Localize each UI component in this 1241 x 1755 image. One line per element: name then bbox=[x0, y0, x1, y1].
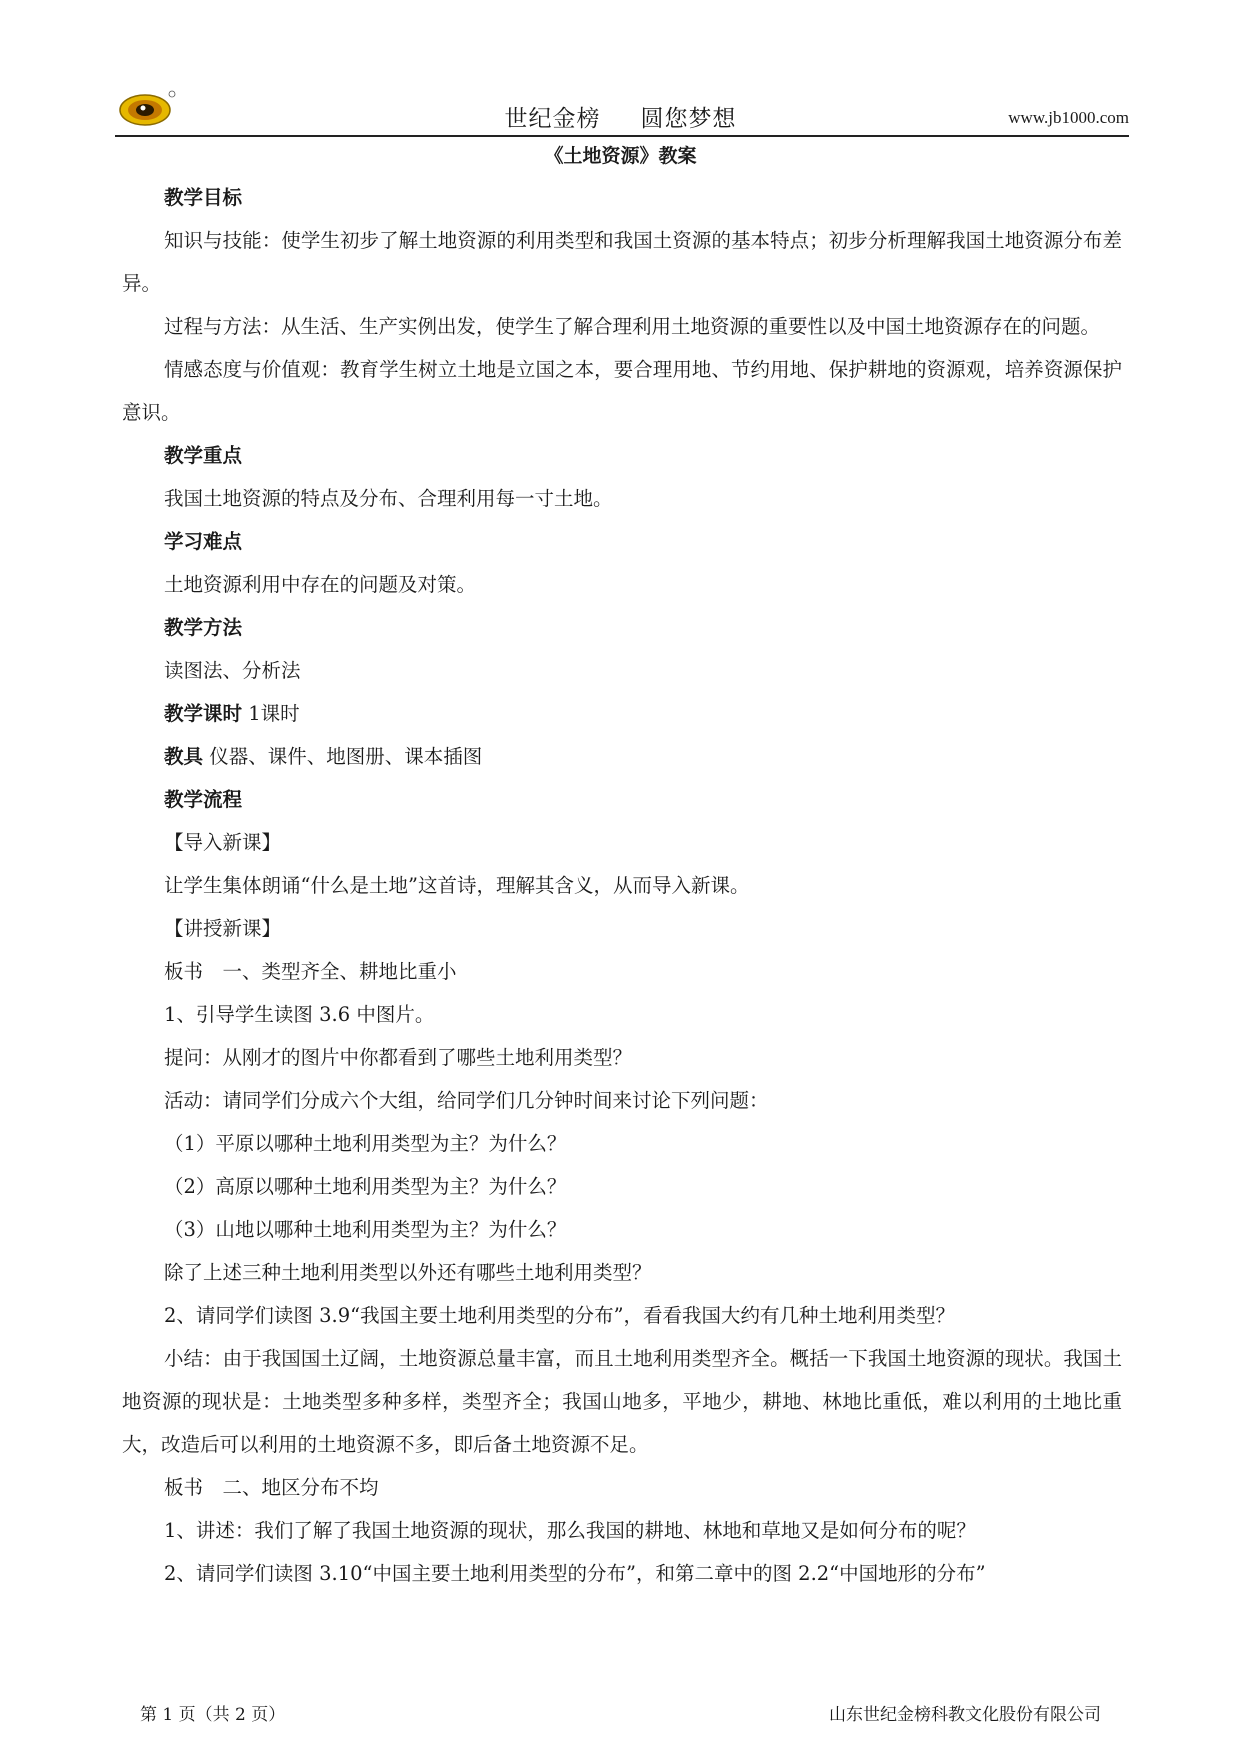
question-2: （2）高原以哪种土地利用类型为主？为什么？ bbox=[164, 1175, 567, 1198]
question-1: （1）平原以哪种土地利用类型为主？为什么？ bbox=[164, 1132, 567, 1155]
section-heading-method: 教学方法 bbox=[164, 616, 243, 639]
tools-line bbox=[122, 735, 1122, 778]
key-text: 我国土地资源的特点及分布、合理利用每一寸土地。 bbox=[164, 487, 613, 510]
intro-label: 【导入新课】 bbox=[164, 831, 282, 854]
summary: 小结：由于我国国土辽阔，土地资源总量丰富，而且土地利用类型齐全。概括一下我国土地资源的现状。我国土地资源的现状是：土地类型多种多样，类型齐全；我国山地多，平地少，耕地、林地比重低，难以利用的土地比重大，改造后可以利用的土地资源不多，即后备土地资源不足。 bbox=[122, 1347, 1122, 1456]
section-heading-key: 教学重点 bbox=[164, 444, 243, 467]
method-text: 读图法、分析法 bbox=[164, 659, 301, 682]
header-divider bbox=[115, 135, 1129, 137]
intro-text: 让学生集体朗诵“什么是土地”这首诗，理解其含义，从而导入新课。 bbox=[164, 874, 750, 897]
step-1: 1、引导学生读图 3.6 中图片。 bbox=[164, 1003, 435, 1026]
objective-process: 过程与方法：从生活、生产实例出发，使学生了解合理利用土地资源的重要性以及中国土地资源存在的问题。 bbox=[164, 315, 1101, 338]
board-note-2: 板书 二、地区分布不均 bbox=[164, 1476, 379, 1499]
step-3: 2、请同学们读图 3.10“中国主要土地利用类型的分布”，和第二章中的图 2.2“中国地形的分布” bbox=[164, 1562, 986, 1585]
difficulty-text: 土地资源利用中存在的问题及对策。 bbox=[164, 573, 477, 596]
site-url: www.jb1000.com bbox=[1008, 108, 1129, 127]
board-note-1: 板书 一、类型齐全、耕地比重小 bbox=[164, 960, 457, 983]
page-number: 第 1 页（共 2 页） bbox=[140, 1705, 286, 1725]
question-more: 除了上述三种土地利用类型以外还有哪些土地利用类型？ bbox=[164, 1261, 652, 1284]
narrate: 1、讲述：我们了解了我国土地资源的现状，那么我国的耕地、林地和草地又是如何分布的呢？ bbox=[164, 1519, 976, 1542]
document-body bbox=[122, 176, 1122, 1595]
header-title-left: 世纪金榜 bbox=[504, 106, 601, 132]
objective-knowledge: 知识与技能：使学生初步了解土地资源的利用类型和我国土资源的基本特点；初步分析理解我国土地资源分布差异。 bbox=[122, 229, 1122, 295]
question-3: （3）山地以哪种土地利用类型为主？为什么？ bbox=[164, 1218, 567, 1241]
teach-label: 【讲授新课】 bbox=[164, 917, 282, 940]
hours-text: 1课时 bbox=[242, 702, 300, 725]
hours-line bbox=[122, 692, 1122, 735]
tools-text: 仪器、课件、地图册、课本插图 bbox=[203, 745, 483, 768]
header-title-right: 圆您梦想 bbox=[640, 106, 737, 132]
section-heading-flow: 教学流程 bbox=[164, 788, 243, 811]
hours-heading: 教学课时 bbox=[164, 702, 243, 725]
question: 提问：从刚才的图片中你都看到了哪些土地利用类型？ bbox=[164, 1046, 633, 1069]
document-title: 《土地资源》教案 bbox=[544, 145, 697, 167]
section-heading-objectives: 教学目标 bbox=[164, 186, 243, 209]
footer-company: 山东世纪金榜科教文化股份有限公司 bbox=[829, 1705, 1101, 1725]
objective-emotion: 情感态度与价值观：教育学生树立土地是立国之本，要合理用地、节约用地、保护耕地的资源观，培养资源保护意识。 bbox=[122, 358, 1122, 424]
activity: 活动：请同学们分成六个大组，给同学们几分钟时间来讨论下列问题： bbox=[164, 1089, 769, 1112]
step-2: 2、请同学们读图 3.9“我国主要土地利用类型的分布”，看看我国大约有几种土地利用类型？ bbox=[164, 1304, 956, 1327]
tools-heading: 教具 bbox=[164, 745, 204, 768]
section-heading-difficulty: 学习难点 bbox=[164, 530, 243, 553]
